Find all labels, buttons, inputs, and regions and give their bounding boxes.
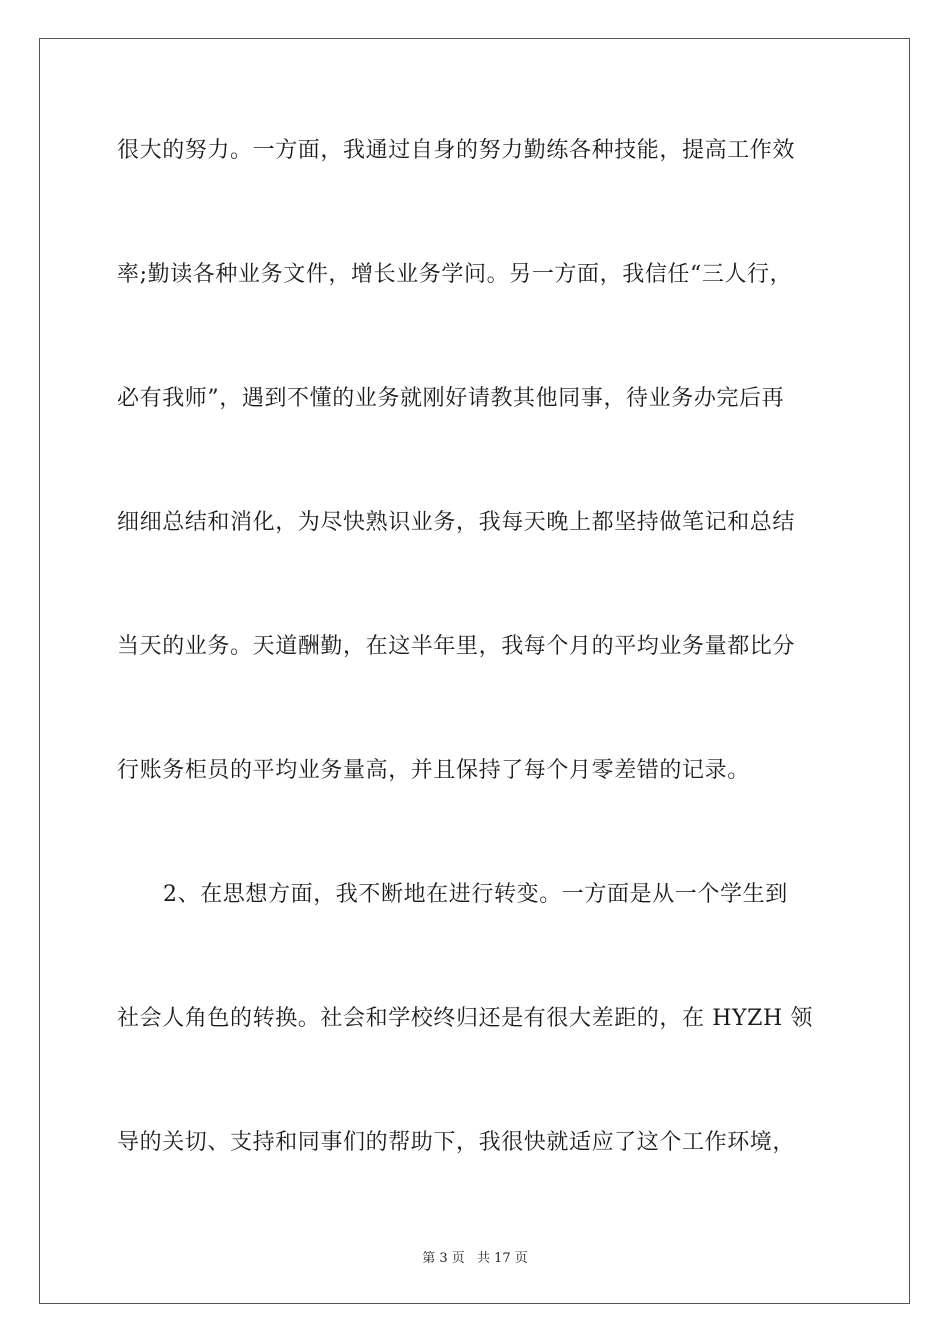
text-line-1: 很大的努力。一方面，我通过自身的努力勤练各种技能，提高工作效 <box>117 138 796 163</box>
text-line-6: 行账务柜员的平均业务量高，并且保持了每个月零差错的记录。 <box>117 758 750 783</box>
text-line-9: 导的关切、支持和同事们的帮助下，我很快就适应了这个工作环境， <box>117 1130 796 1155</box>
page-total: 共 17 页 <box>476 1251 528 1266</box>
page-border <box>39 38 910 1304</box>
text-line-7: 2、在思想方面，我不断地在进行转变。一方面是从一个学生到 <box>163 882 788 907</box>
text-line-8: 社会人角色的转换。社会和学校终归还是有很大差距的，在 HYZH 领 <box>117 1006 813 1031</box>
page-number: 第 3 页 <box>422 1251 465 1266</box>
text-line-5: 当天的业务。天道酬勤，在这半年里，我每个月的平均业务量都比分 <box>117 634 796 659</box>
text-line-3: 必有我师”，遇到不懂的业务就刚好请教其他同事，待业务办完后再 <box>117 386 785 411</box>
page-footer <box>0 1247 950 1266</box>
text-line-4: 细细总结和消化，为尽快熟识业务，我每天晚上都坚持做笔记和总结 <box>117 510 796 535</box>
text-line-2: 率;勤读各种业务文件，增长业务学问。另一方面，我信任“三人行， <box>117 262 793 287</box>
